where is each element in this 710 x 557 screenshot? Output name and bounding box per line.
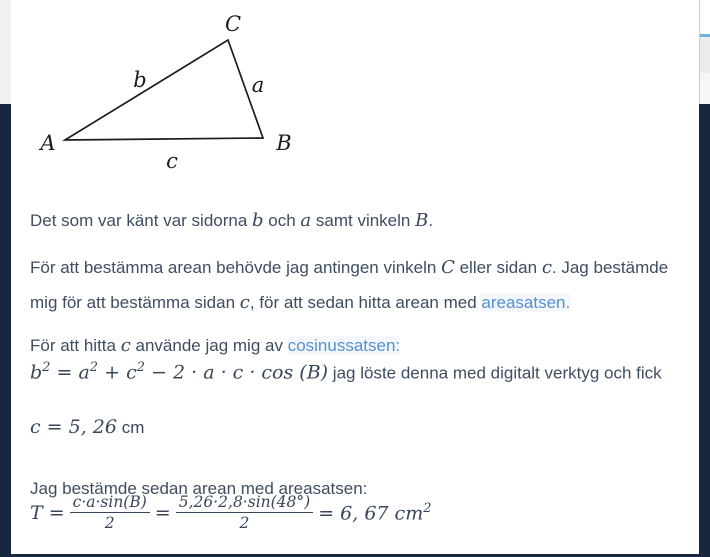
text-run: samt vinkeln xyxy=(311,211,416,230)
left-gutter-navy xyxy=(0,104,11,557)
text-run: . xyxy=(428,211,434,230)
side-label-a: a xyxy=(251,73,265,97)
text-run: , för att sedan hitta arean med xyxy=(249,293,482,312)
math-operator: = xyxy=(154,501,171,524)
math-expression: c = 5, 26 xyxy=(30,416,117,438)
scrollbar-track[interactable] xyxy=(700,73,710,104)
math-var-c: c xyxy=(120,335,131,356)
math-exponent: 2 xyxy=(89,360,99,375)
text-run: För att bestämma arean behövde jag antingen vinkeln xyxy=(30,258,442,277)
triangle-outline xyxy=(65,40,263,140)
math-lead-T: T = xyxy=(30,501,65,524)
formula-area-theorem xyxy=(30,493,432,532)
math-var-c: c xyxy=(239,292,250,313)
triangle-figure xyxy=(30,5,310,170)
link-cosinussatsen[interactable]: cosinussatsen: xyxy=(287,336,401,355)
math-var-b: b xyxy=(252,210,264,231)
formula-c-value xyxy=(30,416,144,438)
math-result-value: = 6, 67 xyxy=(318,502,395,525)
right-gutter-navy xyxy=(699,104,710,554)
math-operator: + xyxy=(98,361,127,384)
fraction-numerator: c·a·sin(B) xyxy=(70,493,150,513)
math-operator: = xyxy=(50,361,79,384)
unit-cm2: cm xyxy=(394,502,424,525)
fraction-numerator: 5,26·2,8·sin(48°) xyxy=(176,493,313,513)
fraction-denominator: 2 xyxy=(104,514,115,532)
vertex-label-B: B xyxy=(276,131,292,155)
math-term: b xyxy=(30,361,43,384)
link-areasatsen[interactable]: areasatsen. xyxy=(481,293,571,312)
math-term: a xyxy=(78,361,90,384)
vertex-label-C: C xyxy=(224,12,242,36)
paragraph-find-c xyxy=(30,328,678,363)
vertex-label-A: A xyxy=(40,131,56,155)
math-term: c xyxy=(126,361,137,384)
math-var-C: C xyxy=(441,257,455,278)
math-var-c: c xyxy=(541,257,552,278)
left-gutter-top xyxy=(0,0,11,104)
math-var-B: B xyxy=(415,210,429,231)
math-exponent: 2 xyxy=(42,360,51,375)
math-exponent: 2 xyxy=(423,500,432,516)
math-result xyxy=(318,501,431,524)
text-run: eller sidan xyxy=(454,258,542,277)
math-exponent: 2 xyxy=(136,360,145,375)
math-var-a: a xyxy=(300,210,312,231)
formula-law-of-cosines xyxy=(30,360,662,383)
side-label-c: c xyxy=(166,149,178,170)
unit-cm: cm xyxy=(116,418,145,437)
paragraph-determine-area xyxy=(30,250,678,320)
text-run: För att hitta xyxy=(30,336,121,355)
scrollbar-thumb[interactable] xyxy=(700,37,710,73)
text-run: . Jag bestämde mig för att bestämma sidan xyxy=(30,258,673,312)
text-run: Jag bestämde sedan arean med areasatsen: xyxy=(30,479,368,498)
text-run: och xyxy=(263,211,301,230)
math-tail: − 2 · a · c · cos (B) xyxy=(145,361,329,384)
paragraph-known-sides xyxy=(30,203,678,238)
text-run: Det som var känt var sidorna xyxy=(30,211,253,230)
fraction-denominator: 2 xyxy=(239,514,250,532)
inline-note: jag löste denna med digitalt verktyg och fick xyxy=(328,363,662,383)
fraction-symbolic xyxy=(70,493,150,532)
fraction-numeric xyxy=(176,493,313,532)
side-label-b: b xyxy=(133,68,147,92)
text-run: använde jag mig av xyxy=(130,336,288,355)
